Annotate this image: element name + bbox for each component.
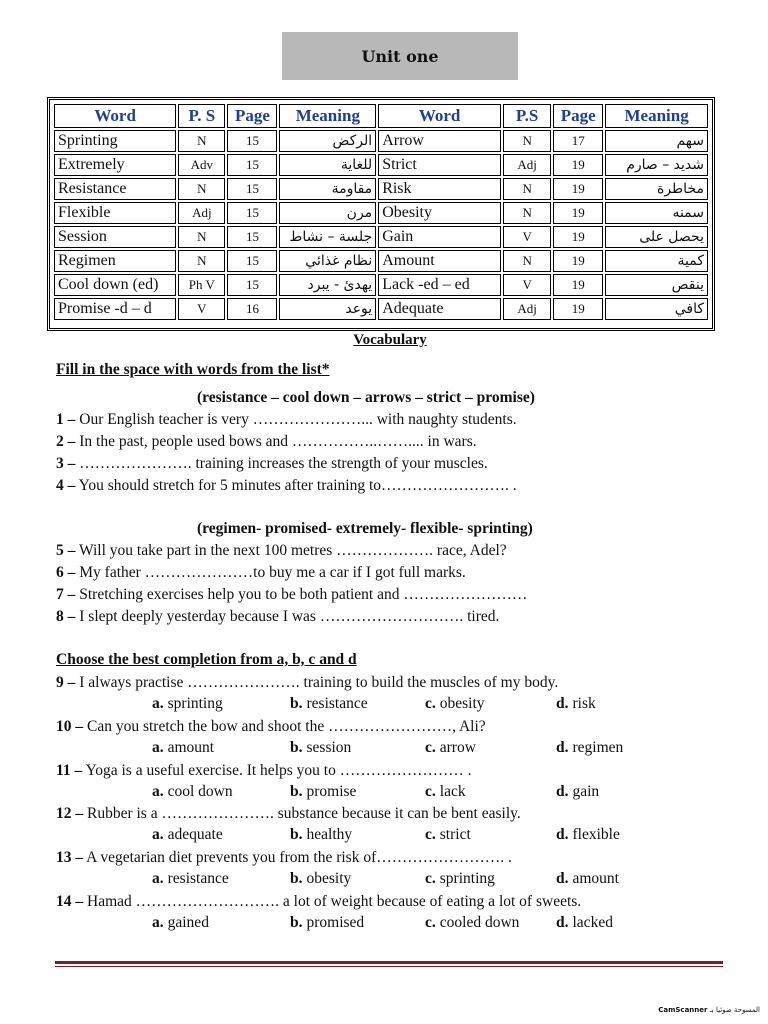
table-cell: Sprinting [54,130,176,152]
table-header: Meaning [605,104,708,128]
table-cell: كمية [605,250,708,272]
question-2 [56,433,477,451]
option-text: risk [572,695,596,712]
question-number: 11 – [56,761,83,779]
vocabulary-label: Vocabulary [353,332,427,348]
table-cell: N [503,250,551,272]
question-text: You should stretch for 5 minutes after training to……………………. . [75,477,517,494]
question-text: Rubber is a …………………. substance because it can be bent easily. [83,805,521,823]
option-text: lack [439,782,466,800]
question-3 [56,455,488,473]
answer-option [290,695,368,713]
answer-option [290,739,351,757]
question-5 [56,542,507,560]
question-number: 4 – [56,477,76,494]
option-letter: d. [556,870,569,888]
option-letter: b. [290,870,303,888]
answer-option [425,783,466,801]
option-letter: b. [290,914,303,931]
scanner-watermark [658,1006,760,1014]
word-list-2: (regimen- promised- extremely- flexible- sprinting) [197,520,533,537]
option-text: amount [167,738,215,756]
table-cell: 19 [553,154,603,176]
option-letter: c. [425,782,436,800]
table-cell: 19 [553,250,603,272]
question-text: Yoga is a useful exercise. It helps you to …………………… . [82,761,472,779]
table-header: P.S [503,104,551,128]
table-cell: للغاية [279,154,376,176]
question-text: My father …………………to buy me a car if I got full marks. [75,564,466,581]
table-cell: نظام غذائي [279,250,376,272]
table-cell: 15 [227,274,277,296]
question-text: Our English teacher is very …………………... with naughty students. [75,411,517,428]
option-text: amount [572,870,619,888]
answer-option [556,783,599,801]
answer-option [425,695,485,713]
question-number: 8 – [56,608,76,625]
option-text: flexible [572,826,620,844]
answer-option [556,826,620,844]
option-letter: a. [152,826,164,844]
table-cell: Adj [178,202,225,224]
option-letter: d. [556,738,569,756]
table-cell: Risk [378,178,501,200]
option-text: gained [167,914,209,931]
table-cell: يوعد [279,298,376,320]
option-text: promise [306,782,357,800]
question-number: 14 – [56,893,84,910]
answer-option [290,783,356,801]
table-cell: Resistance [54,178,176,200]
option-text: resistance [167,870,229,888]
answer-option [152,783,233,801]
answer-option [556,914,613,932]
table-cell: Cool down (ed) [54,274,176,296]
option-letter: b. [290,826,303,844]
option-letter: d. [556,914,569,931]
question-number: 12 – [56,805,84,823]
table-cell: 19 [553,178,603,200]
question-number: 1 – [56,411,76,428]
table-header: Word [54,104,176,128]
question-number: 3 – [56,455,76,472]
option-letter: b. [290,738,303,756]
option-text: healthy [306,826,353,844]
table-row [54,130,708,152]
answer-option [152,695,223,713]
table-cell: Adv [178,154,225,176]
table-header: P. S [178,104,225,128]
table-cell: Gain [378,226,501,248]
option-letter: c. [425,826,436,844]
question-text: Stretching exercises help you to be both patient and …………………… [75,586,528,603]
option-letter: d. [556,695,569,712]
question-number: 2 – [56,433,76,450]
option-text: session [306,738,352,756]
table-cell: N [178,250,225,272]
table-cell: Adj [503,298,551,320]
table-cell: جلسة – نشاط [279,226,376,248]
table-cell: 15 [227,226,277,248]
footer-rule-thin [55,966,723,967]
option-text: cool down [167,782,233,800]
option-text: regimen [572,738,624,756]
option-text: arrow [439,738,476,756]
question-4 [56,477,517,495]
answer-option [425,739,476,757]
table-row [54,154,708,176]
table-cell: N [178,226,225,248]
option-letter: d. [556,782,569,800]
answer-option [425,826,471,844]
table-cell: 19 [553,298,603,320]
table-cell: مرن [279,202,376,224]
table-cell: 19 [553,274,603,296]
table-header: Page [227,104,277,128]
mc-question [56,805,521,823]
table-cell: 19 [553,202,603,224]
answer-option [556,870,619,888]
option-letter: a. [152,738,164,756]
footer-rule [55,961,723,964]
answer-option [425,914,519,932]
table-cell: 15 [227,130,277,152]
mc-question [56,674,558,692]
table-cell: مخاطرة [605,178,708,200]
table-cell: يحصل على [605,226,708,248]
question-number: 6 – [56,564,76,581]
question-6 [56,564,466,582]
table-row [54,202,708,224]
answer-option [152,826,223,844]
question-text: Hamad ………………………. a lot of weight because of eating a lot of sweets. [83,893,582,910]
option-text: sprinting [167,695,223,712]
table-row [54,178,708,200]
table-cell: V [178,298,225,320]
section1-heading: Fill in the space with words from the list* [56,361,330,378]
option-text: gain [572,782,600,800]
table-cell: Flexible [54,202,176,224]
option-letter: c. [425,870,436,888]
answer-option [152,914,209,932]
table-cell: 19 [553,226,603,248]
answer-option [290,870,351,888]
watermark-arabic: المسوحة ضوئيا بـ [709,1006,760,1014]
option-letter: a. [152,914,164,931]
option-text: resistance [306,695,368,712]
option-letter: c. [425,738,436,756]
question-text: Will you take part in the next 100 metres ………………. race, Adel? [75,542,507,559]
table-cell: ينقص [605,274,708,296]
table-cell: يهدئ - يبرد [279,274,376,296]
table-cell: Ph V [178,274,225,296]
option-letter: c. [425,914,436,931]
option-text: strict [439,826,471,844]
table-cell: 15 [227,154,277,176]
table-cell: N [178,130,225,152]
question-number: 10 – [56,717,84,735]
table-row [54,298,708,320]
answer-option [290,826,352,844]
question-text: In the past, people used bows and ……………..…….... in wars. [75,433,477,450]
answer-option [152,739,214,757]
option-letter: a. [152,695,164,712]
question-number: 9 – [56,674,76,691]
table-cell: الركض [279,130,376,152]
option-text: obesity [306,870,352,888]
table-cell: N [503,130,551,152]
table-cell: سهم [605,130,708,152]
question-number: 7 – [56,586,76,603]
option-text: obesity [439,695,485,712]
table-cell: Adequate [378,298,501,320]
question-number: 13 – [56,849,84,867]
question-1 [56,411,517,429]
question-text: I slept deeply yesterday because I was ………………………. tired. [75,608,500,625]
table-cell: N [178,178,225,200]
mc-question [56,849,512,867]
table-cell: Extremely [54,154,176,176]
option-text: lacked [572,914,613,931]
question-text: A vegetarian diet prevents you from the risk of……………………. . [83,849,512,867]
table-cell: Promise -d – d [54,298,176,320]
option-letter: b. [290,782,303,800]
table-header: Page [553,104,603,128]
vocabulary-table [47,97,715,331]
word-list-1: (resistance – cool down – arrows – strict – promise) [197,389,535,406]
option-text: sprinting [439,870,495,888]
table-cell: Session [54,226,176,248]
table-cell: Adj [503,154,551,176]
table-cell: Amount [378,250,501,272]
table-header: Word [378,104,501,128]
question-7 [56,586,527,604]
table-cell: Lack -ed – ed [378,274,501,296]
mc-question [56,893,581,911]
watermark-brand: CamScanner [658,1006,708,1014]
table-cell: N [503,202,551,224]
question-8 [56,608,499,626]
option-text: promised [306,914,365,931]
table-row [54,226,708,248]
table-cell: V [503,274,551,296]
mc-question [56,762,471,780]
option-letter: c. [425,695,436,712]
table-row [54,274,708,296]
table-cell: 15 [227,202,277,224]
table-cell: 15 [227,250,277,272]
option-text: cooled down [439,914,520,931]
answer-option [556,739,623,757]
table-cell: سمنه [605,202,708,224]
question-number: 5 – [56,542,76,559]
option-letter: b. [290,695,303,712]
table-cell: 15 [227,178,277,200]
option-text: adequate [167,826,223,844]
table-cell: مقاومة [279,178,376,200]
answer-option [425,870,495,888]
option-letter: d. [556,826,569,844]
option-letter: a. [152,870,164,888]
mc-question [56,718,486,736]
table-cell: 17 [553,130,603,152]
answer-option [152,870,229,888]
table-cell: شديد – صارم [605,154,708,176]
section2-heading: Choose the best completion from a, b, c and d [56,651,357,668]
table-cell: Arrow [378,130,501,152]
question-text: Can you stretch the bow and shoot the ……………………, Ali? [83,717,486,735]
table-cell: Regimen [54,250,176,272]
table-cell: Strict [378,154,501,176]
question-text: I always practise …………………. training to build the muscles of my body. [75,674,559,691]
answer-option [556,695,596,713]
page-title: Unit one [282,32,518,80]
table-row [54,250,708,272]
table-cell: Obesity [378,202,501,224]
answer-option [290,914,364,932]
table-header: Meaning [279,104,376,128]
option-letter: a. [152,782,164,800]
question-text: …………………. training increases the strength of your muscles. [75,455,488,472]
table-cell: V [503,226,551,248]
table-cell: كافي [605,298,708,320]
table-cell: N [503,178,551,200]
table-cell: 16 [227,298,277,320]
